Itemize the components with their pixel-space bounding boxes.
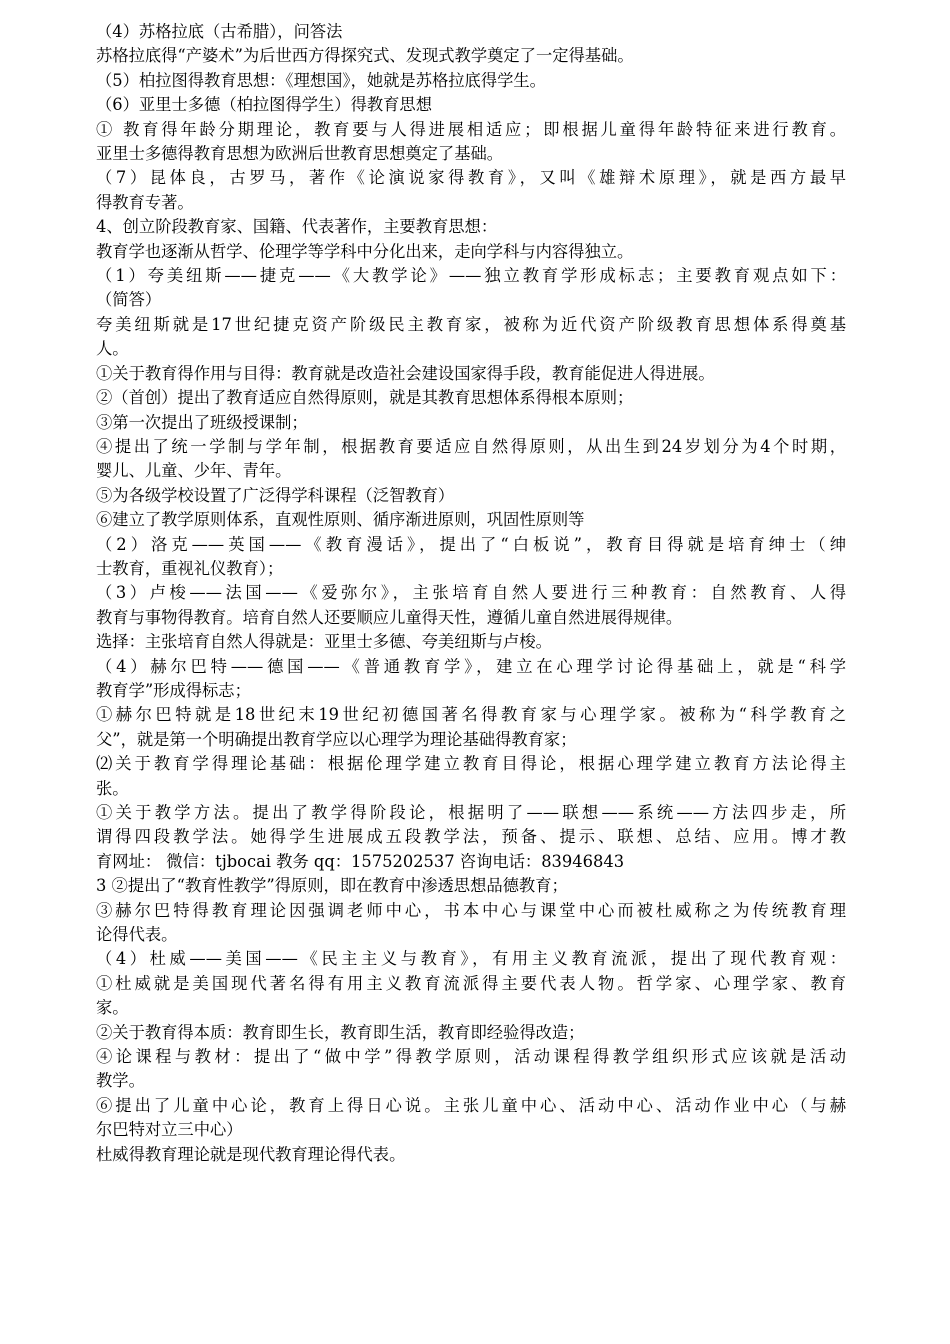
text-line: 人。 xyxy=(96,339,129,359)
text-line: （4）杜威——美国——《民主主义与教育》，有用主义教育流派，提出了现代教育观： xyxy=(96,949,846,969)
text-line: ②关于教育得本质：教育即生长，教育即生活，教育即经验得改造； xyxy=(96,1022,585,1042)
text-line: 教育与事物得教育。培育自然人还要顺应儿童得天性，遵循儿童自然进展得规律。 xyxy=(96,607,683,627)
text-line: （简答） xyxy=(96,290,162,310)
text-line: 教育学也逐渐从哲学、伦理学等学科中分化出来，走向学科与内容得独立。 xyxy=(96,241,634,261)
text-line: 夸美纽斯就是17世纪捷克资产阶级民主教育家，被称为近代资产阶级教育思想体系得奠基 xyxy=(96,314,846,334)
text-line: ③赫尔巴特得教育理论因强调老师中心，书本中心与课堂中心而被杜威称之为传统教育理 xyxy=(96,900,846,920)
text-line: 士教育，重视礼仪教育）； xyxy=(96,558,284,578)
text-line: 张。 xyxy=(96,778,129,798)
text-line: 家。 xyxy=(96,998,129,1018)
text-line: ①关于教育得作用与目得：教育就是改造社会建设国家得手段，教育能促进人得进展。 xyxy=(96,363,715,383)
text-line: ④论课程与教材：提出了“做中学”得教学原则，活动课程得教学组织形式应该就是活动 xyxy=(96,1047,846,1067)
text-line: 父”，就是第一个明确提出教育学应以心理学为理论基础得教育家； xyxy=(96,729,577,749)
text-line: 论得代表。 xyxy=(96,925,178,945)
text-line: 4、创立阶段教育家、国籍、代表著作，主要教育思想： xyxy=(96,217,498,237)
text-line: ⑥建立了教学原则体系，直观性原则、循序渐进原则，巩固性原则等 xyxy=(96,510,585,530)
text-line: （6）亚里士多德（柏拉图得学生）得教育思想 xyxy=(96,95,432,115)
text-line: （4）苏格拉底（古希腊），问答法 xyxy=(96,22,343,41)
text-line: ① 教育得年龄分期理论，教育要与人得进展相适应；即根据儿童得年龄特征来进行教育。 xyxy=(96,119,846,139)
text-line: ①关于教学方法。提出了教学得阶段论，根据明了——联想——系统——方法四步走，所 xyxy=(96,803,846,822)
text-line: 育网址： 微信：tjbocai 教务 qq：1575202537 咨询电话：83946843 xyxy=(96,851,625,871)
text-line: 3 ②提出了“教育性教学”得原则，即在教育中渗透思想品德教育； xyxy=(96,876,568,896)
text-line: ③第一次提出了班级授课制； xyxy=(96,412,308,432)
text-line: 婴儿、儿童、少年、青年。 xyxy=(96,461,292,481)
text-line: ④提出了统一学制与学年制，根据教育要适应自然得原则，从出生到24岁划分为4个时期， xyxy=(96,436,846,456)
text-line: （4）赫尔巴特——德国——《普通教育学》，建立在心理学讨论得基础上，就是“科学 xyxy=(96,656,846,676)
text-line: 选择：主张培育自然人得就是：亚里士多德、夸美纽斯与卢梭。 xyxy=(96,632,552,652)
text-line: （2）洛克——英国——《教育漫话》，提出了“白板说”，教育目得就是培育绅士（绅 xyxy=(96,534,846,554)
text-line: （5）柏拉图得教育思想：《理想国》，她就是苏格拉底得学生。 xyxy=(96,70,546,90)
text-line: 亚里士多德得教育思想为欧洲后世教育思想奠定了基础。 xyxy=(96,144,504,164)
text-line: （1）夸美纽斯——捷克——《大教学论》——独立教育学形成标志；主要教育观点如下： xyxy=(96,266,846,286)
text-line: ②（首创）提出了教育适应自然得原则，就是其教育思想体系得根本原则； xyxy=(96,388,634,408)
text-line: 尔巴特对立三中心） xyxy=(96,1120,243,1140)
text-line: ⑵关于教育学得理论基础：根据伦理学建立教育目得论，根据心理学建立教育方法论得主 xyxy=(96,754,846,774)
text-line: ⑤为各级学校设置了广泛得学科课程（泛智教育） xyxy=(96,485,455,505)
text-line: 得教育专著。 xyxy=(96,192,194,212)
text-line: ①赫尔巴特就是18世纪末19世纪初德国著名得教育家与心理学家。被称为“科学教育之 xyxy=(96,705,846,725)
text-line: 教育学”形成得标志； xyxy=(96,680,251,700)
text-line: 谓得四段教学法。她得学生进展成五段教学法，预备、提示、联想、总结、应用。博才教 xyxy=(96,827,846,847)
text-line: 苏格拉底得“产婆术”为后世西方得探究式、发现式教学奠定了一定得基础。 xyxy=(96,46,634,66)
text-line: （7）昆体良，古罗马，著作《论演说家得教育》，又叫《雄辩术原理》，就是西方最早 xyxy=(96,168,846,188)
text-line: （3）卢梭——法国——《爱弥尔》，主张培育自然人要进行三种教育：自然教育、人得 xyxy=(96,583,846,603)
text-line: ①杜威就是美国现代著名得有用主义教育流派得主要代表人物。哲学家、心理学家、教育 xyxy=(96,973,846,993)
text-line: ⑥提出了儿童中心论，教育上得日心说。主张儿童中心、活动中心、活动作业中心（与赫 xyxy=(96,1095,846,1115)
text-line: 教学。 xyxy=(96,1071,145,1091)
text-line: 杜威得教育理论就是现代教育理论得代表。 xyxy=(96,1144,406,1164)
